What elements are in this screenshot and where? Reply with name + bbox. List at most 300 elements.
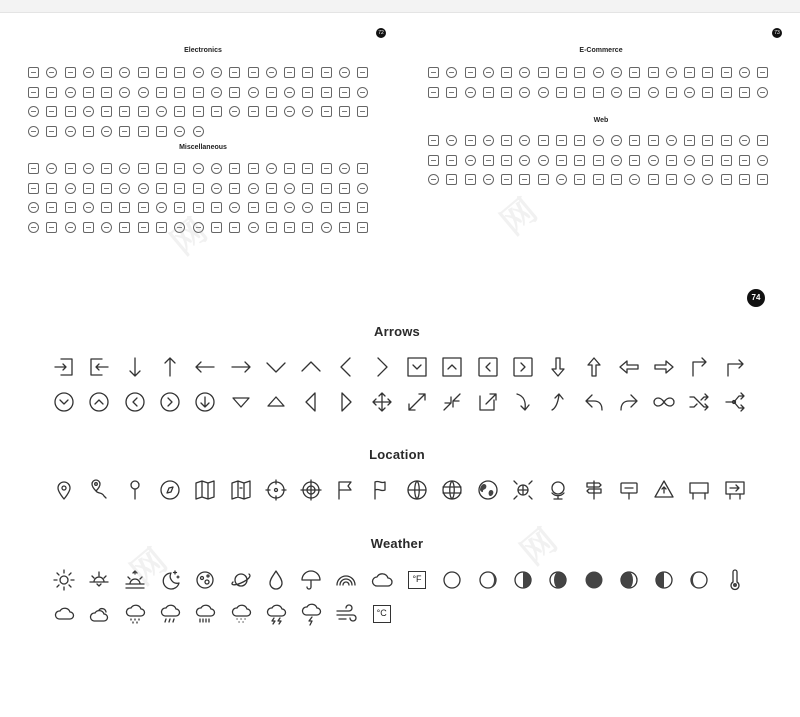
miscellaneous-thumbnail-icon: [339, 163, 350, 174]
miscellaneous-thumbnail-icon: [248, 222, 259, 233]
folded-map-icon: [229, 478, 253, 502]
electronics-thumbnail-icon: [357, 106, 368, 117]
external-link-icon: [476, 390, 500, 414]
web-thumbnail-icon: [702, 155, 713, 166]
electronics-thumbnail-icon: [193, 126, 204, 137]
electronics-thumbnail-icon: [156, 87, 167, 98]
miscellaneous-thumbnail-icon: [138, 163, 149, 174]
e-commerce-thumbnail-icon: [739, 87, 750, 98]
e-commerce-thumbnail-icon: [611, 87, 622, 98]
web-thumbnail-icon: [611, 135, 622, 146]
weather-row-1: [0, 568, 800, 598]
web-thumbnail-icon: [666, 135, 677, 146]
chevron-right-icon: [370, 355, 394, 379]
electronics-thumbnail-icon: [101, 126, 112, 137]
push-pin-icon: [123, 478, 147, 502]
web-thumbnail-icon: [483, 174, 494, 185]
e-commerce-thumbnail-icon: [757, 87, 768, 98]
miscellaneous-thumbnail-icon: [357, 202, 368, 213]
e-commerce-thumbnail-icon: [519, 67, 530, 78]
globe-icon: [405, 478, 429, 502]
thunderstorm-icon: [264, 602, 288, 626]
web-thumbnail-icon: [556, 135, 567, 146]
miscellaneous-thumbnail-icon: [211, 222, 222, 233]
electronics-thumbnail-icon: [339, 87, 350, 98]
arrow-right-icon: [229, 355, 253, 379]
electronics-thumbnail-icon: [321, 67, 332, 78]
miscellaneous-thumbnail-icon: [339, 183, 350, 194]
electronics-thumbnail-icon: [229, 87, 240, 98]
arrow-left-icon: [193, 355, 217, 379]
chevron-up-icon: [299, 355, 323, 379]
waxing-gibbous-icon: [546, 568, 570, 592]
miscellaneous-thumbnail-icon: [101, 163, 112, 174]
circle-chevron-right-icon: [158, 390, 182, 414]
move-icon: [370, 390, 394, 414]
heavy-rain-icon: [193, 602, 217, 626]
desk-globe-icon: [546, 478, 570, 502]
route-pin-icon: [87, 478, 111, 502]
section-title-weather: Weather: [370, 536, 424, 551]
miscellaneous-thumbnail-icon: [119, 202, 130, 213]
e-commerce-thumbnail-icon: [428, 67, 439, 78]
web-thumbnail-icon: [721, 135, 732, 146]
enter-icon: [52, 355, 76, 379]
electronics-thumbnail-icon: [83, 126, 94, 137]
e-commerce-thumbnail-icon: [574, 87, 585, 98]
miscellaneous-thumbnail-icon: [321, 183, 332, 194]
web-thumbnail-icon: [684, 155, 695, 166]
electronics-thumbnail-icon: [266, 67, 277, 78]
miscellaneous-thumbnail-icon: [28, 163, 39, 174]
web-thumbnail-icon: [538, 174, 549, 185]
direction-board-icon: [723, 478, 747, 502]
section-title-location: Location: [369, 447, 425, 462]
web-thumbnail-icon: [721, 155, 732, 166]
planet-icon: [229, 568, 253, 592]
miscellaneous-thumbnail-icon: [211, 163, 222, 174]
electronics-thumbnail-icon: [339, 106, 350, 117]
miscellaneous-thumbnail-icon: [339, 222, 350, 233]
electronics-thumbnail-icon: [156, 126, 167, 137]
triangle-up-icon: [264, 390, 288, 414]
electronics-thumbnail-icon: [83, 87, 94, 98]
web-thumbnail-icon: [593, 174, 604, 185]
miscellaneous-thumbnail-icon: [28, 222, 39, 233]
miscellaneous-thumbnail-icon: [83, 183, 94, 194]
electronics-thumbnail-icon: [65, 67, 76, 78]
thick-arrow-down-icon: [546, 355, 570, 379]
electronics-thumbnail-icon: [46, 106, 57, 117]
web-thumbnail-icon: [629, 155, 640, 166]
web-thumbnail-icon: [757, 155, 768, 166]
electronics-thumbnail-icon: [284, 87, 295, 98]
electronics-thumbnail-icon: [65, 87, 76, 98]
electronics-thumbnail-icon: [138, 126, 149, 137]
circle-chevron-down-icon: [52, 390, 76, 414]
web-thumbnail-icon: [593, 135, 604, 146]
world-arrows-icon: [511, 478, 535, 502]
road-sign-icon: [652, 478, 676, 502]
last-quarter-icon: [652, 568, 676, 592]
e-commerce-thumbnail-icon: [519, 87, 530, 98]
lightning-icon: [299, 602, 323, 626]
electronics-thumbnail-icon: [65, 106, 76, 117]
miscellaneous-thumbnail-icon: [46, 222, 57, 233]
miscellaneous-thumbnail-icon: [138, 183, 149, 194]
web-thumbnail-icon: [501, 155, 512, 166]
web-thumbnail-icon: [574, 135, 585, 146]
electronics-thumbnail-icon: [174, 106, 185, 117]
miscellaneous-icon-grid: [28, 160, 376, 238]
collapse-icon: [440, 390, 464, 414]
miscellaneous-thumbnail-icon: [138, 222, 149, 233]
web-thumbnail-icon: [666, 174, 677, 185]
arrow-up-icon: [158, 355, 182, 379]
web-thumbnail-icon: [684, 135, 695, 146]
web-thumbnail-icon: [648, 174, 659, 185]
new-moon-icon: [440, 568, 464, 592]
miscellaneous-thumbnail-icon: [174, 202, 185, 213]
turn-up-right-icon: [687, 355, 711, 379]
page-number-badge-main: 74: [747, 289, 765, 307]
web-thumbnail-icon: [574, 155, 585, 166]
web-thumbnail-icon: [739, 155, 750, 166]
sun-icon: [52, 568, 76, 592]
sunset-icon: [87, 568, 111, 592]
earth-icon: [476, 478, 500, 502]
e-commerce-thumbnail-icon: [648, 67, 659, 78]
miscellaneous-thumbnail-icon: [321, 202, 332, 213]
web-thumbnail-icon: [757, 135, 768, 146]
electronics-thumbnail-icon: [266, 106, 277, 117]
miscellaneous-thumbnail-icon: [321, 222, 332, 233]
miscellaneous-thumbnail-icon: [101, 183, 112, 194]
web-thumbnail-icon: [519, 155, 530, 166]
fahrenheit-icon: °F: [408, 571, 426, 589]
miscellaneous-thumbnail-icon: [65, 222, 76, 233]
billboard-icon: [687, 478, 711, 502]
electronics-thumbnail-icon: [101, 106, 112, 117]
electronics-thumbnail-icon: [248, 87, 259, 98]
e-commerce-thumbnail-icon: [648, 87, 659, 98]
electronics-thumbnail-icon: [211, 87, 222, 98]
web-thumbnail-icon: [629, 135, 640, 146]
miscellaneous-thumbnail-icon: [284, 222, 295, 233]
section-title-web: Web: [593, 117, 609, 124]
miscellaneous-thumbnail-icon: [321, 163, 332, 174]
miscellaneous-thumbnail-icon: [119, 222, 130, 233]
web-thumbnail-icon: [483, 155, 494, 166]
e-commerce-icon-grid: [428, 64, 776, 103]
web-thumbnail-icon: [519, 174, 530, 185]
electronics-thumbnail-icon: [65, 126, 76, 137]
moon-stars-icon: [158, 568, 182, 592]
miscellaneous-thumbnail-icon: [302, 163, 313, 174]
e-commerce-thumbnail-icon: [611, 67, 622, 78]
electronics-thumbnail-icon: [28, 106, 39, 117]
waning-gibbous-icon: [617, 568, 641, 592]
e-commerce-thumbnail-icon: [556, 87, 567, 98]
e-commerce-thumbnail-icon: [538, 87, 549, 98]
miscellaneous-thumbnail-icon: [83, 202, 94, 213]
electronics-thumbnail-icon: [357, 67, 368, 78]
miscellaneous-thumbnail-icon: [119, 183, 130, 194]
location-row: [0, 478, 800, 508]
miscellaneous-thumbnail-icon: [229, 183, 240, 194]
top-browser-band: [0, 0, 800, 13]
miscellaneous-thumbnail-icon: [156, 183, 167, 194]
electronics-thumbnail-icon: [284, 67, 295, 78]
electronics-thumbnail-icon: [28, 126, 39, 137]
shuffle-icon: [687, 390, 711, 414]
electronics-thumbnail-icon: [302, 87, 313, 98]
e-commerce-thumbnail-icon: [702, 67, 713, 78]
e-commerce-thumbnail-icon: [465, 87, 476, 98]
cloud-icon: [370, 568, 394, 592]
circle-chevron-left-icon: [123, 390, 147, 414]
watermark: 网: [514, 521, 565, 573]
electronics-thumbnail-icon: [302, 67, 313, 78]
miscellaneous-thumbnail-icon: [28, 202, 39, 213]
miscellaneous-thumbnail-icon: [284, 202, 295, 213]
e-commerce-thumbnail-icon: [483, 67, 494, 78]
electronics-thumbnail-icon: [156, 67, 167, 78]
electronics-thumbnail-icon: [28, 67, 39, 78]
web-thumbnail-icon: [465, 135, 476, 146]
web-thumbnail-icon: [556, 174, 567, 185]
e-commerce-thumbnail-icon: [538, 67, 549, 78]
thick-arrow-left-icon: [617, 355, 641, 379]
e-commerce-thumbnail-icon: [757, 67, 768, 78]
section-title-electronics: Electronics: [184, 47, 222, 54]
miscellaneous-thumbnail-icon: [174, 183, 185, 194]
miscellaneous-thumbnail-icon: [229, 202, 240, 213]
web-thumbnail-icon: [519, 135, 530, 146]
exit-icon: [87, 355, 111, 379]
electronics-thumbnail-icon: [339, 67, 350, 78]
miscellaneous-thumbnail-icon: [357, 183, 368, 194]
miscellaneous-thumbnail-icon: [266, 202, 277, 213]
e-commerce-thumbnail-icon: [702, 87, 713, 98]
miscellaneous-thumbnail-icon: [65, 183, 76, 194]
electronics-thumbnail-icon: [119, 126, 130, 137]
forward-icon: [617, 390, 641, 414]
e-commerce-thumbnail-icon: [684, 67, 695, 78]
drizzle-icon: [123, 602, 147, 626]
electronics-thumbnail-icon: [174, 87, 185, 98]
rain-icon: [158, 602, 182, 626]
miscellaneous-thumbnail-icon: [46, 163, 57, 174]
electronics-thumbnail-icon: [174, 67, 185, 78]
turn-right-icon: [723, 355, 747, 379]
web-thumbnail-icon: [465, 174, 476, 185]
crosshair-icon: [264, 478, 288, 502]
web-thumbnail-icon: [556, 155, 567, 166]
curve-up-icon: [546, 390, 570, 414]
web-thumbnail-icon: [702, 174, 713, 185]
e-commerce-thumbnail-icon: [666, 67, 677, 78]
e-commerce-thumbnail-icon: [629, 87, 640, 98]
electronics-thumbnail-icon: [193, 67, 204, 78]
miscellaneous-thumbnail-icon: [156, 163, 167, 174]
electronics-thumbnail-icon: [229, 106, 240, 117]
miscellaneous-thumbnail-icon: [302, 183, 313, 194]
page-72: [18, 22, 388, 242]
full-moon-filled-icon: [582, 568, 606, 592]
miscellaneous-thumbnail-icon: [28, 183, 39, 194]
page-number-badge: 72: [376, 28, 386, 38]
miscellaneous-thumbnail-icon: [156, 222, 167, 233]
miscellaneous-thumbnail-icon: [65, 163, 76, 174]
compass-icon: [158, 478, 182, 502]
electronics-thumbnail-icon: [101, 87, 112, 98]
web-thumbnail-icon: [739, 135, 750, 146]
electronics-icon-grid: [28, 64, 376, 142]
loop-icon: [652, 390, 676, 414]
miscellaneous-thumbnail-icon: [193, 222, 204, 233]
miscellaneous-thumbnail-icon: [248, 163, 259, 174]
miscellaneous-thumbnail-icon: [119, 163, 130, 174]
watermark: 网: [124, 541, 175, 593]
miscellaneous-thumbnail-icon: [101, 202, 112, 213]
electronics-thumbnail-icon: [321, 87, 332, 98]
square-chevron-right-icon: [511, 355, 535, 379]
miscellaneous-thumbnail-icon: [83, 163, 94, 174]
miscellaneous-thumbnail-icon: [284, 163, 295, 174]
waving-flag-icon: [370, 478, 394, 502]
partly-cloudy-icon: [87, 602, 111, 626]
e-commerce-thumbnail-icon: [721, 87, 732, 98]
map-icon: [193, 478, 217, 502]
miscellaneous-thumbnail-icon: [138, 202, 149, 213]
miscellaneous-thumbnail-icon: [248, 202, 259, 213]
split-icon: [723, 390, 747, 414]
waxing-crescent-icon: [476, 568, 500, 592]
miscellaneous-thumbnail-icon: [357, 163, 368, 174]
web-thumbnail-icon: [428, 135, 439, 146]
electronics-thumbnail-icon: [119, 87, 130, 98]
e-commerce-thumbnail-icon: [666, 87, 677, 98]
web-thumbnail-icon: [593, 155, 604, 166]
thick-arrow-up-icon: [582, 355, 606, 379]
triangle-right-icon: [334, 390, 358, 414]
electronics-thumbnail-icon: [211, 106, 222, 117]
electronics-thumbnail-icon: [357, 87, 368, 98]
chevron-left-icon: [334, 355, 358, 379]
flag-icon: [334, 478, 358, 502]
electronics-thumbnail-icon: [266, 87, 277, 98]
e-commerce-thumbnail-icon: [574, 67, 585, 78]
triangle-down-icon: [229, 390, 253, 414]
square-chevron-down-icon: [405, 355, 429, 379]
miscellaneous-thumbnail-icon: [339, 202, 350, 213]
raindrop-icon: [264, 568, 288, 592]
celsius-icon: °C: [373, 605, 391, 623]
miscellaneous-thumbnail-icon: [229, 222, 240, 233]
e-commerce-thumbnail-icon: [465, 67, 476, 78]
web-thumbnail-icon: [483, 135, 494, 146]
miscellaneous-thumbnail-icon: [65, 202, 76, 213]
electronics-thumbnail-icon: [156, 106, 167, 117]
arrows-row-1: [0, 355, 800, 385]
full-moon-icon: [193, 568, 217, 592]
chevron-down-icon: [264, 355, 288, 379]
web-thumbnail-icon: [428, 174, 439, 185]
electronics-thumbnail-icon: [138, 106, 149, 117]
sunrise-icon: [123, 568, 147, 592]
web-thumbnail-icon: [501, 174, 512, 185]
web-thumbnail-icon: [446, 174, 457, 185]
e-commerce-thumbnail-icon: [556, 67, 567, 78]
miscellaneous-thumbnail-icon: [156, 202, 167, 213]
e-commerce-thumbnail-icon: [446, 67, 457, 78]
first-quarter-icon: [511, 568, 535, 592]
web-thumbnail-icon: [465, 155, 476, 166]
web-thumbnail-icon: [538, 135, 549, 146]
miscellaneous-thumbnail-icon: [193, 183, 204, 194]
miscellaneous-thumbnail-icon: [46, 202, 57, 213]
square-chevron-up-icon: [440, 355, 464, 379]
electronics-thumbnail-icon: [83, 106, 94, 117]
electronics-thumbnail-icon: [193, 87, 204, 98]
electronics-thumbnail-icon: [28, 87, 39, 98]
miscellaneous-thumbnail-icon: [357, 222, 368, 233]
expand-icon: [405, 390, 429, 414]
curve-down-icon: [511, 390, 535, 414]
electronics-thumbnail-icon: [229, 67, 240, 78]
e-commerce-thumbnail-icon: [446, 87, 457, 98]
e-commerce-thumbnail-icon: [739, 67, 750, 78]
snow-icon: [229, 602, 253, 626]
electronics-thumbnail-icon: [138, 87, 149, 98]
electronics-thumbnail-icon: [101, 67, 112, 78]
miscellaneous-thumbnail-icon: [266, 222, 277, 233]
page-number-badge: 73: [772, 28, 782, 38]
electronics-thumbnail-icon: [302, 106, 313, 117]
electronics-thumbnail-icon: [46, 126, 57, 137]
wind-icon: [334, 602, 358, 626]
e-commerce-thumbnail-icon: [629, 67, 640, 78]
arrows-row-2: [0, 390, 800, 420]
web-thumbnail-icon: [757, 174, 768, 185]
miscellaneous-thumbnail-icon: [193, 202, 204, 213]
electronics-thumbnail-icon: [193, 106, 204, 117]
electronics-thumbnail-icon: [119, 106, 130, 117]
electronics-thumbnail-icon: [83, 67, 94, 78]
web-thumbnail-icon: [538, 155, 549, 166]
miscellaneous-thumbnail-icon: [284, 183, 295, 194]
web-thumbnail-icon: [611, 174, 622, 185]
miscellaneous-thumbnail-icon: [174, 163, 185, 174]
target-icon: [299, 478, 323, 502]
e-commerce-thumbnail-icon: [684, 87, 695, 98]
thermometer-icon: [723, 568, 747, 592]
web-thumbnail-icon: [446, 135, 457, 146]
cloud-outline-icon: [52, 602, 76, 626]
e-commerce-thumbnail-icon: [593, 67, 604, 78]
electronics-thumbnail-icon: [321, 106, 332, 117]
web-thumbnail-icon: [428, 155, 439, 166]
thick-arrow-right-icon: [652, 355, 676, 379]
signpost-icon: [582, 478, 606, 502]
miscellaneous-thumbnail-icon: [83, 222, 94, 233]
e-commerce-thumbnail-icon: [721, 67, 732, 78]
section-title-e-commerce: E-Commerce: [579, 47, 623, 54]
web-thumbnail-icon: [721, 174, 732, 185]
globe-grid-icon: [440, 478, 464, 502]
weather-row-2: [0, 602, 800, 632]
